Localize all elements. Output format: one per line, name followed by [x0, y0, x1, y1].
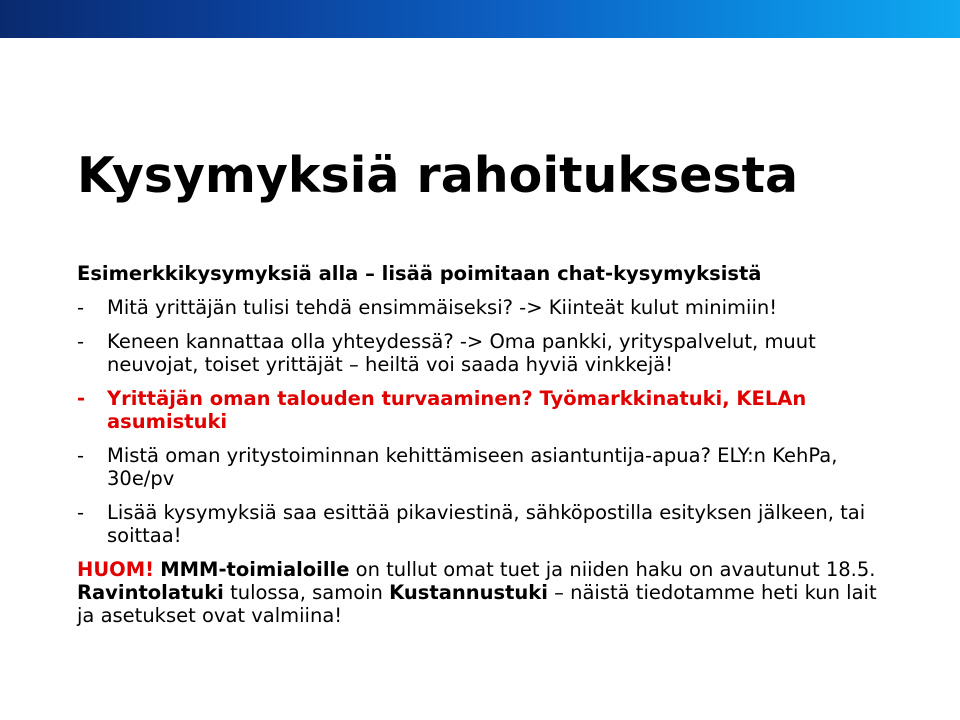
top-gradient-band: [0, 0, 960, 38]
bullet-text: Lisää kysymyksiä saa esittää pikaviestinä, sähköpostilla esityksen jälkeen, tai soittaa!: [107, 501, 866, 547]
bullet-dash: -: [77, 444, 85, 467]
bullet-dash: -: [77, 330, 85, 353]
list-item-highlighted: [77, 387, 877, 433]
list-item: [77, 444, 877, 490]
mmm-label: MMM-toimialoille: [160, 558, 350, 581]
note-text-3: – näistä tiedotamme heti kun lait ja asetukset ovat valmiina!: [77, 581, 877, 627]
bullet-text: Keneen kannattaa olla yhteydessä? -> Oma pankki, yrityspalvelut, muut neuvojat, toiset yrittäjät – heiltä voi saada hyviä vinkkejä!: [107, 330, 816, 376]
slide-content: [77, 262, 877, 627]
list-item: [77, 296, 877, 319]
bullet-dash: -: [77, 501, 85, 524]
list-item: [77, 330, 877, 376]
note-text-1: on tullut omat tuet ja niiden haku on avautunut 18.5.: [349, 558, 876, 581]
bullet-text: Yrittäjän oman talouden turvaaminen? Työmarkkinatuki, KELAn asumistuki: [107, 387, 807, 433]
bullet-dash: -: [77, 296, 85, 319]
bullet-dash: -: [77, 387, 86, 410]
list-item: [77, 501, 877, 547]
slide-title: Kysymyksiä rahoituksesta: [77, 147, 799, 204]
intro-line: Esimerkkikysymyksiä alla – lisää poimitaan chat-kysymyksistä: [77, 262, 762, 285]
note-text-2: tulossa, samoin: [223, 581, 390, 604]
huom-label: HUOM!: [77, 558, 155, 581]
kustannustuki-label: Kustannustuki: [389, 581, 548, 604]
bullet-text: Mitä yrittäjän tulisi tehdä ensimmäiseksi? -> Kiinteät kulut minimiin!: [107, 296, 778, 319]
question-list: [77, 296, 877, 547]
huom-note: [77, 558, 877, 627]
ravintolatuki-label: Ravintolatuki: [77, 581, 224, 604]
bullet-text: Mistä oman yritystoiminnan kehittämiseen asiantuntija-apua? ELY:n KehPa, 30e/pv: [107, 444, 838, 490]
